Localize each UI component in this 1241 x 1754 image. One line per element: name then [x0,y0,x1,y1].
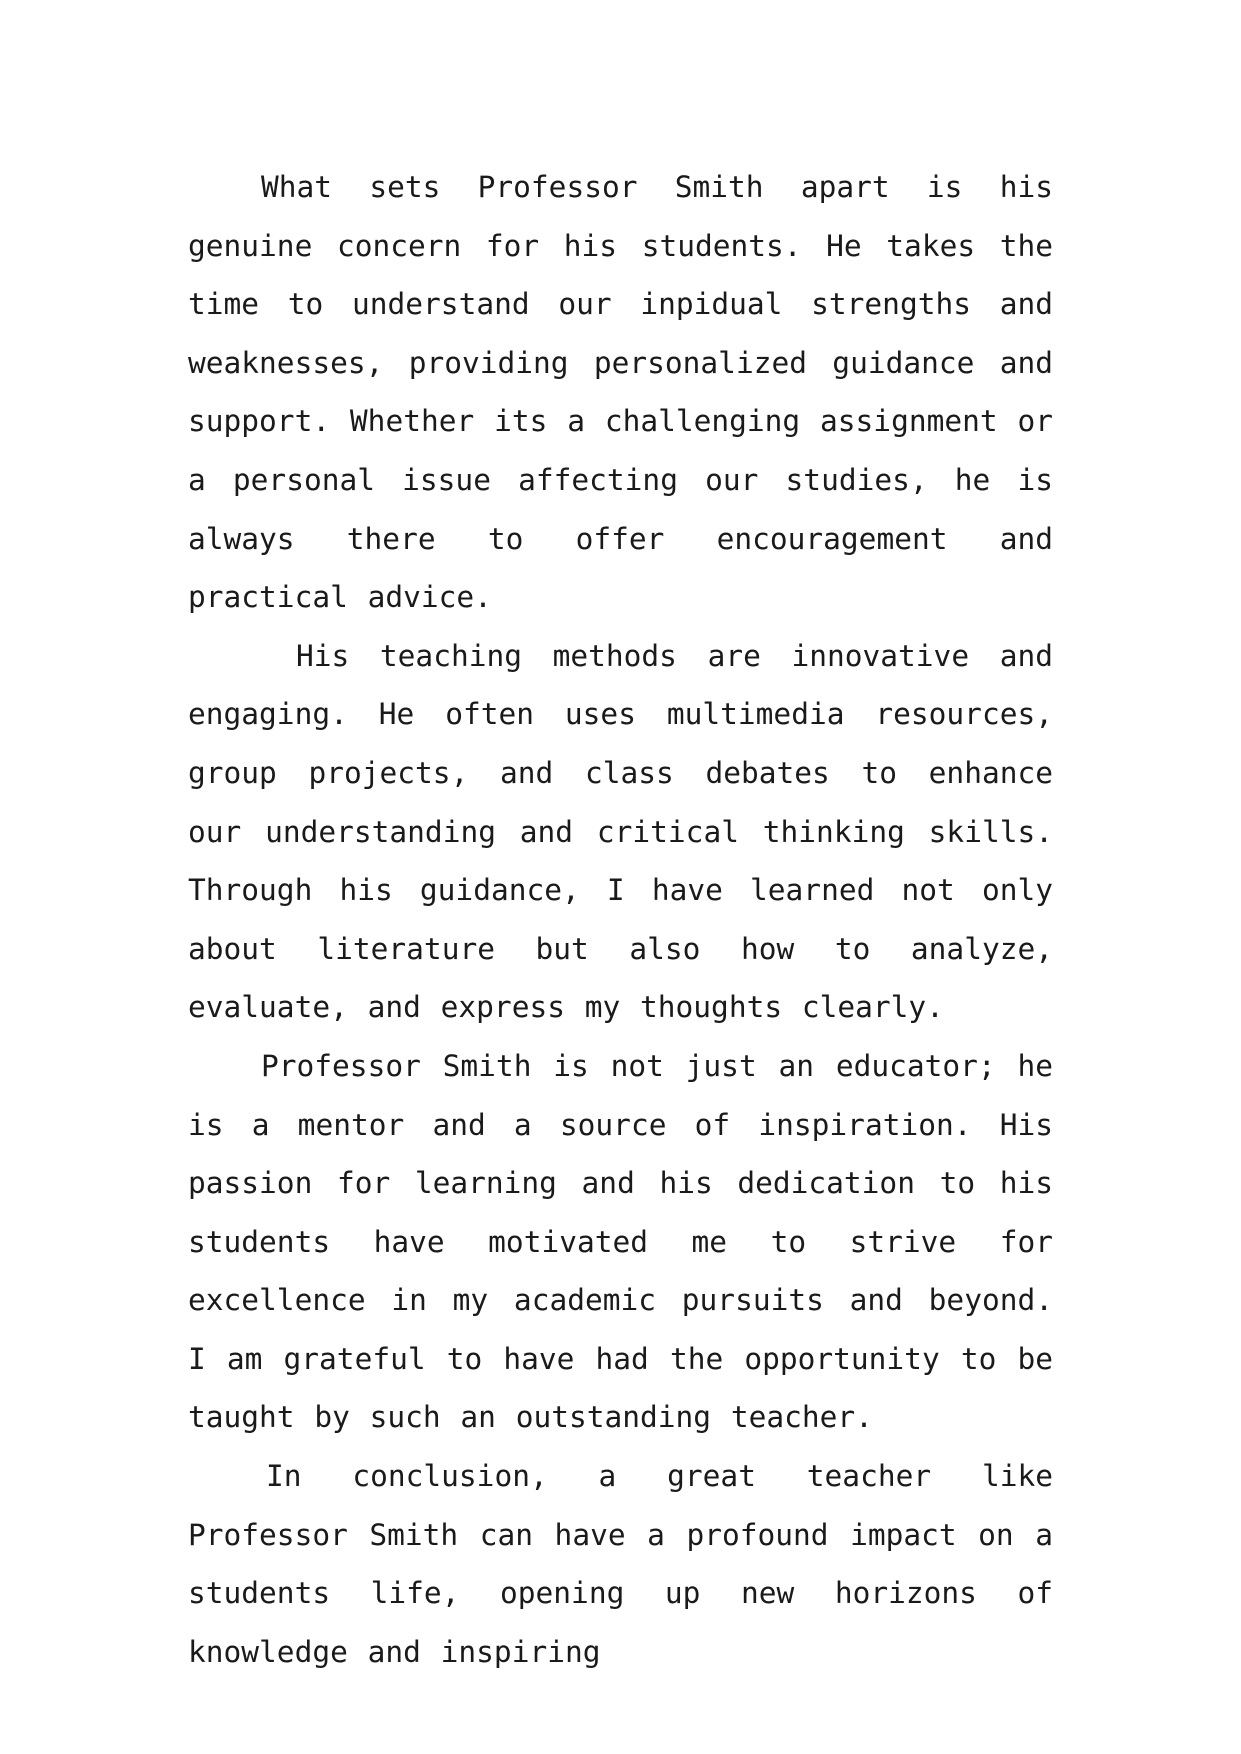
paragraph-2: His teaching methods are innovative and engaging. He often uses multimedia resources, group projects, and class debates to enhance our understanding and critical thinking skills. Through his guidance, I have learned not only about literature but also how to analyze, evaluate, and express my thoughts clearly. [188,638,1053,1025]
paragraph-1: What sets Professor Smith apart is his genuine concern for his students. He takes the time to understand our inpidual strengths and weaknesses, providing personalized guidance and support. Whether its a challenging assignment or a personal issue affecting our studies, he is always there to offer encouragement and practical advice. [188,170,1053,615]
paragraph-4: In conclusion, a great teacher like Professor Smith can have a profound impact on a students life, opening up new horizons of knowledge and inspiring [188,1459,1053,1669]
document-body [188,158,1053,1681]
paragraph-3: Professor Smith is not just an educator; he is a mentor and a source of inspiration. His passion for learning and his dedication to his students have motivated me to strive for excellence in my academic pursuits and beyond. I am grateful to have had the opportunity to be taught by such an outstanding teacher. [188,1048,1053,1435]
